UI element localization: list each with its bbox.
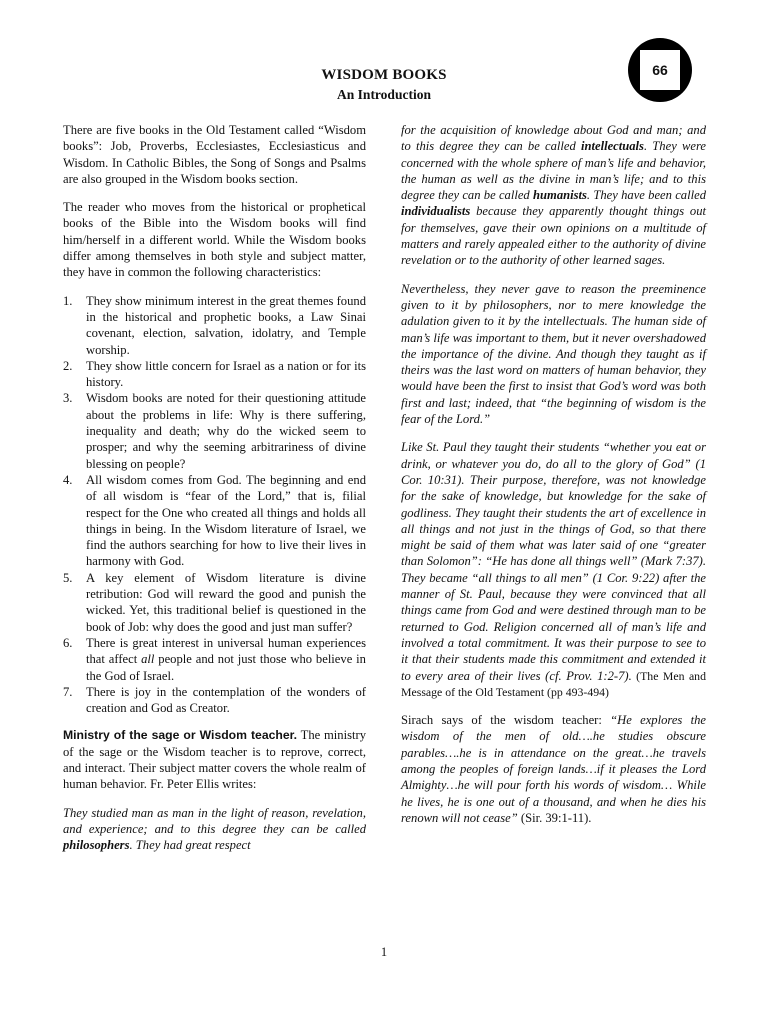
- sirach-paragraph: Sirach says of the wisdom teacher: “He explores the wisdom of the men of old….he studies obscure parables….he is in attendance on the great…he travels among the peoples of foreign lands…if it pleases the Lord Almighty…he will pour forth his words of wisdom… While he lives, he is one out of a thousand, and when he dies his renown will not cease” (Sir. 39:1-11).: [401, 713, 706, 825]
- list-item: 3. Wisdom books are noted for their questioning attitude about the problems in life: Why is there suffering, inequality and death; why do the wicked seem to prosper; and why the seeming arbitrariness of divine blessing on people?: [63, 391, 366, 471]
- st-paul-paragraph: Like St. Paul they taught their students “whether you eat or drink, or whatever you do, do all to the glory of God” (1 Cor. 10:31). Their purpose, therefore, was not knowledge for the sake of knowledge, but knowledge for the sake of godliness. They taught their students the art of excellence in all things and not just in the things of God, so that there might be said of them what was later said of one “greater than Solomon”: “He has done all things well” (Mark 7:37). They became “all things to all men” (1 Cor. 9:22) after the manner of St. Paul, because they were convinced that all things came from God and were destined through man to be returned to God. Religion concerned all of man’s life and involved a total commitment. It was their purpose to see to it that their students made this commitment and extended it to every area of their lives (cf. Prov. 1:2-7). (The Men and Message of the Old Testament (pp 493-494): [401, 440, 706, 699]
- right-column: [401, 122, 706, 838]
- left-column: [63, 122, 366, 865]
- chapter-number: 66: [640, 50, 680, 90]
- page-subtitle: An Introduction: [337, 87, 431, 102]
- citation: (The Men and Message of the Old Testament (pp 493-494): [401, 668, 706, 699]
- reader-paragraph: The reader who moves from the historical or prophetical books of the Bible into the Wisdom books will find him/herself in a different world. While the Wisdom books differ among themselves in both style and subject matter, they have in common the following characteristics:: [63, 200, 366, 280]
- list-item: 5. A key element of Wisdom literature is divine retribution: God will reward the good and punish the wicked. Yet, this traditional belief is questioned in the book of Job: why does the good and just man suffer?: [63, 570, 366, 634]
- ministry-paragraph: Ministry of the sage or Wisdom teacher. The ministry of the sage or the Wisdom teacher is to reprove, correct, and interact. Their subject matter covers the whole realm of human behavior. Fr. Peter Ellis writes:: [63, 728, 366, 792]
- intro-paragraph: There are five books in the Old Testament called “Wisdom books”: Job, Proverbs, Ecclesiastes, Ecclesiasticus and Wisdom. In Catholic Bibles, the Song of Songs and Psalms are also grouped in the Wisdom books section.: [63, 123, 366, 186]
- list-item: 2. They show little concern for Israel as a nation or for its history.: [63, 358, 366, 390]
- list-item: 6. There is great interest in universal human experiences that affect all people and not just those who believe in the God of Israel.: [63, 635, 366, 683]
- list-item: 1. They show minimum interest in the great themes found in the historical and prophetic books, a Law Sinai covenant, election, salvation, idolatry, and Temple worship.: [63, 293, 366, 357]
- ellis-quote-start: They studied man as man in the light of reason, revelation, and experience; and to this degree they can be called philosophers. They had great respect: [63, 805, 366, 853]
- list-item: 7. There is joy in the contemplation of the wonders of creation and God as Creator.: [63, 684, 366, 716]
- list-item: 4. All wisdom comes from God. The beginning and end of all wisdom is “fear of the Lord,” that is, filial respect for the One who created all things and holds all things in being. In the Wisdom literature of Israel, we find the authors searching for how to live their lives in harmony with God.: [63, 472, 366, 569]
- ministry-heading: Ministry of the sage or Wisdom teacher.: [63, 728, 298, 743]
- page-title: WISDOM BOOKS: [321, 67, 447, 83]
- ellis-quote-continued: for the acquisition of knowledge about God and man; and to this degree they can be called intellectuals. They were concerned with the whole sphere of man’s life and behavior, the human as well as the divine in man’s life; and to this degree they can be called humanists. They have been called individualists because they apparently thought things out for themselves, gave their own opinions on a multitude of matters and rarely appealed either to the authority of divine revelation or to the authority of other learned sages.: [401, 123, 706, 268]
- nevertheless-paragraph: Nevertheless, they never gave to reason the preeminence given to it by philosophers, nor to mere knowledge the adulation given to it by the intellectuals. The human side of man’s life was important to them, but it never overshadowed the importance of the divine. And though they taught as if theirs was the last word on matters of human behavior, they would have been the first to insist that God’s word was both first and last; indeed, that “the beginning of wisdom is the fear of the Lord.”: [401, 281, 706, 427]
- page-number: 1: [380, 945, 388, 959]
- characteristics-list: [63, 293, 366, 717]
